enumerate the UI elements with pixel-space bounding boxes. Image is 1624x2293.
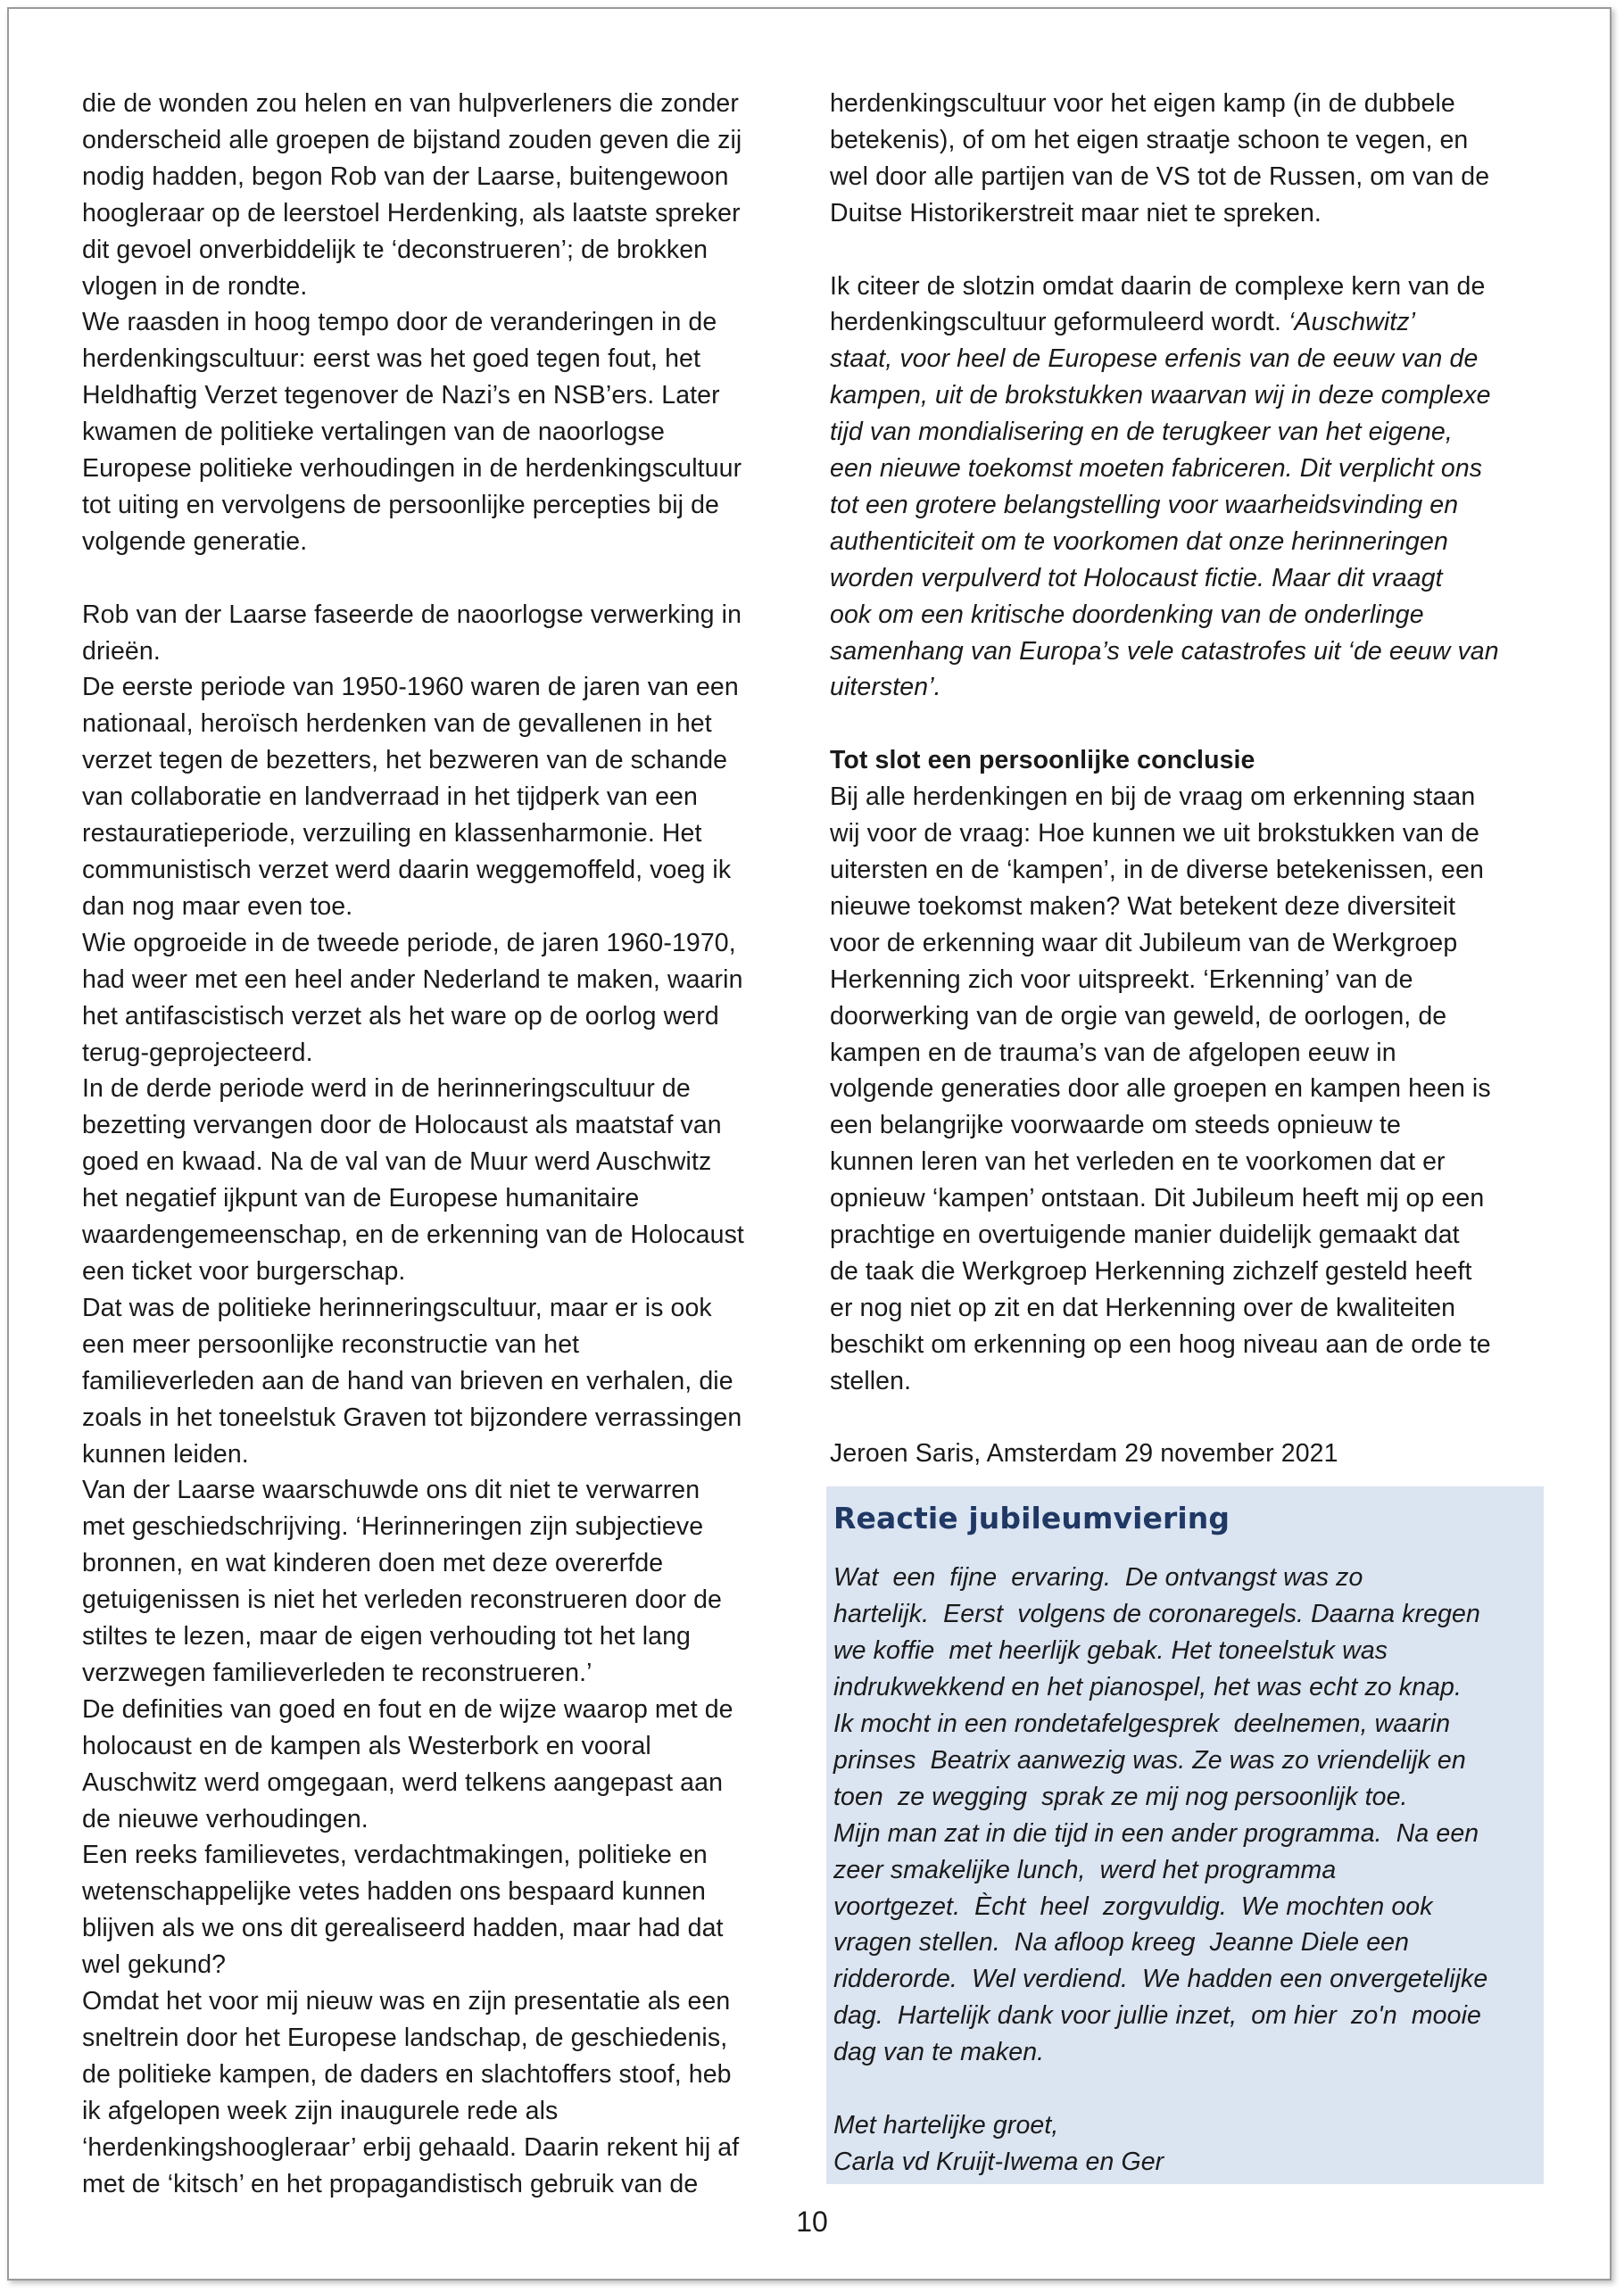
text-line: die de wonden zou helen en van hulpverleners die zonder <box>82 89 739 118</box>
reaction-title: Reactie jubileumviering <box>833 1501 1230 1536</box>
reaction-line: hartelijk. Eerst volgens de coronaregels. Daarna kregen <box>833 1600 1480 1629</box>
text-line: restauratieperiode, verzuiling en klassenharmonie. Het <box>82 819 702 848</box>
text-line: wel door alle partijen van de VS tot de Russen, om van de <box>830 161 1490 191</box>
text-line: bezetting vervangen door de Holocaust als maatstaf van <box>82 1111 722 1140</box>
reaction-line: we koffie met heerlijk gebak. Het toneelstuk was <box>833 1636 1388 1666</box>
text-line: kwamen de politieke vertalingen van de naoorlogse <box>82 418 665 447</box>
text-line: Een reeks familievetes, verdachtmakingen, politieke en <box>82 1841 708 1870</box>
text-line: stiltes te lezen, maar de eigen verhouding tot het lang <box>82 1622 692 1651</box>
text-line: herdenkingscultuur voor het eigen kamp (in de dubbele <box>830 89 1455 118</box>
text-line: de politieke kampen, de daders en slachtoffers stoof, heb <box>82 2059 732 2089</box>
reaction-line: prinses Beatrix aanwezig was. Ze was zo vriendelijk en <box>833 1745 1466 1775</box>
text-line: ‘herdenkingshoogleraar’ erbij gehaald. Daarin rekent hij af <box>82 2132 740 2162</box>
text-line: Van der Laarse waarschuwde ons dit niet te verwarren <box>82 1476 700 1505</box>
text-line: nationaal, heroïsch herdenken van de gevallenen in het <box>82 709 712 739</box>
quote-line: tot een grotere belangstelling voor waarheidsvinding en <box>830 490 1459 519</box>
text-line: dan nog maar even toe. <box>82 891 353 921</box>
text-line: een belangrijke voorwaarde om steeds opnieuw te <box>830 1111 1402 1140</box>
text-line: Europese politieke verhoudingen in de herdenkingscultuur <box>82 454 742 484</box>
text-line: betekenis), of om het eigen straatje schoon te vegen, en <box>830 125 1469 154</box>
reaction-box <box>826 1486 1544 2183</box>
text-line: Duitse Historikerstreit maar niet te spreken. <box>830 198 1322 228</box>
text-line: verzet tegen de bezetters, het bezweren van de schande <box>82 746 728 775</box>
reaction-line: indrukwekkend en het pianospel, het was echt zo knap. <box>833 1673 1462 1702</box>
text-line: opnieuw ‘kampen’ ontstaan. Dit Jubileum heeft mij op een <box>830 1184 1485 1213</box>
reaction-line: Wat een fijne ervaring. De ontvangst was zo <box>833 1563 1363 1593</box>
reaction-line: dag van te maken. <box>833 2038 1045 2067</box>
text-line: met geschiedschrijving. ‘Herinneringen zijn subjectieve <box>82 1512 704 1542</box>
text-line: er nog niet op zit en dat Herkenning over de kwaliteiten <box>830 1293 1456 1322</box>
quote-line: kampen, uit de brokstukken waarvan wij in deze complexe <box>830 381 1491 410</box>
quote-line: staat, voor heel de Europese erfenis van de eeuw van de <box>830 344 1479 374</box>
text-line <box>830 304 1544 341</box>
text-line: Herkenning zich voor uitspreekt. ‘Erkenning’ van de <box>830 964 1413 994</box>
paragraph-gap <box>830 232 1544 269</box>
quote-line: authenticiteit om te voorkomen dat onze herinneringen <box>830 526 1448 556</box>
quote-line: worden verpulverd tot Holocaust fictie. Maar dit vraagt <box>830 563 1443 592</box>
text-line: zoals in het toneelstuk Graven tot bijzondere verrassingen <box>82 1403 742 1432</box>
reaction-line: dag. Hartelijk dank voor jullie inzet, om hier zo'n mooie <box>833 2001 1481 2031</box>
text-line: dit gevoel onverbiddelijk te ‘deconstrueren’; de brokken <box>82 235 708 264</box>
text-line: herdenkingscultuur: eerst was het goed tegen fout, het <box>82 344 701 374</box>
text-line: de taak die Werkgroep Herkenning zichzelf gesteld heeft <box>830 1256 1472 1286</box>
text-line: onderscheid alle groepen de bijstand zouden geven die zij <box>82 125 742 154</box>
text-line: goed en kwaad. Na de val van de Muur werd Auschwitz <box>82 1147 712 1177</box>
text-line: kunnen leiden. <box>82 1439 249 1469</box>
text-line: blijven als we ons dit gerealiseerd hadden, maar had dat <box>82 1914 724 1943</box>
left-column <box>82 86 796 2203</box>
reaction-line: voortgezet. Ècht heel zorgvuldig. We mochten ook <box>833 1892 1433 1921</box>
text-line: We raasden in hoog tempo door de veranderingen in de <box>82 308 717 337</box>
text-line: holocaust en de kampen als Westerbork en vooral <box>82 1731 651 1760</box>
text-line: volgende generatie. <box>82 526 308 556</box>
text-line: bronnen, en wat kinderen doen met deze overerfde <box>82 1549 664 1578</box>
text-line: het negatief ijkpunt van de Europese humanitaire <box>82 1184 640 1213</box>
text-line: beschikt om erkenning op een hoog niveau aan de orde te <box>830 1329 1491 1359</box>
text-line: de nieuwe verhoudingen. <box>82 1804 369 1834</box>
text-line: stellen. <box>830 1366 912 1395</box>
citation-quote-start: ‘Auschwitz’ <box>1288 308 1416 337</box>
text-line: wij voor de vraag: Hoe kunnen we uit brokstukken van de <box>830 819 1479 848</box>
text-line: doorwerking van de orgie van geweld, de oorlogen, de <box>830 1001 1447 1031</box>
quote-line: ook om een kritische doordenking van de onderlinge <box>830 600 1424 629</box>
quote-line: tijd van mondialisering en de terugkeer van het eigene, <box>830 418 1453 447</box>
text-line: nieuwe toekomst maken? Wat betekent deze diversiteit <box>830 891 1456 921</box>
reaction-line: zeer smakelijke lunch, werd het programma <box>833 1855 1337 1884</box>
reaction-line: Mijn man zat in die tijd in een ander programma. Na een <box>833 1818 1479 1848</box>
text-line: van collaboratie en landverraad in het tijdperk van een <box>82 782 698 812</box>
reaction-line: toen ze wegging sprak ze mij nog persoonlijk toe. <box>833 1782 1408 1811</box>
text-line: verzwegen familieverleden te reconstrueren.’ <box>82 1658 592 1687</box>
text-line: De eerste periode van 1950-1960 waren de jaren van een <box>82 673 739 702</box>
text-line: In de derde periode werd in de herinneringscultuur de <box>82 1074 691 1104</box>
text-line: vlogen in de rondte. <box>82 271 308 301</box>
reaction-line: Ik mocht in een rondetafelgesprek deelnemen, waarin <box>833 1709 1451 1739</box>
right-column <box>830 86 1544 2184</box>
text-line: terug-geprojecteerd. <box>82 1038 313 1067</box>
text-line: uitersten en de ‘kampen’, in de diverse betekenissen, een <box>830 856 1484 884</box>
text-line: nodig hadden, begon Rob van der Laarse, buitengewoon <box>82 161 729 191</box>
text-line: Heldhaftig Verzet tegenover de Nazi’s en NSB’ers. Later <box>82 381 720 410</box>
text-line: sneltrein door het Europese landschap, de geschiedenis, <box>82 2024 728 2053</box>
text-line: waardengemeenschap, en de erkenning van de Holocaust <box>82 1221 744 1250</box>
text-line: Ik citeer de slotzin omdat daarin de complexe kern van de <box>830 271 1486 301</box>
text-line: het antifascistisch verzet als het ware op de oorlog werd <box>82 1001 719 1031</box>
text-line: tot uiting en vervolgens de persoonlijke percepties bij de <box>82 490 719 519</box>
text-line: voor de erkenning waar dit Jubileum van de Werkgroep <box>830 928 1458 957</box>
text-line: met de ‘kitsch’ en het propagandistisch gebruik van de <box>82 2169 699 2198</box>
text-line: een ticket voor burgerschap. <box>82 1256 406 1286</box>
text-line: ik afgelopen week zijn inaugurele rede als <box>82 2096 559 2125</box>
text-line: prachtige en overtuigende manier duidelijk gemaakt dat <box>830 1221 1460 1250</box>
text-line: Dat was de politieke herinneringscultuur, maar er is ook <box>82 1293 712 1322</box>
text-line: hoogleraar op de leerstoel Herdenking, als laatste spreker <box>82 198 741 228</box>
text-line: kampen en de trauma’s van de afgelopen eeuw in <box>830 1038 1396 1067</box>
text-line: volgende generaties door alle groepen en kampen heen is <box>830 1074 1491 1104</box>
text-line: had weer met een heel ander Nederland te maken, waarin <box>82 964 743 994</box>
text-line: kunnen leren van het verleden en te voorkomen dat er <box>830 1147 1446 1177</box>
text-line: Auschwitz werd omgegaan, werd telkens aangepast aan <box>82 1767 724 1797</box>
quote-line: uitersten’. <box>830 673 941 702</box>
text-line: Rob van der Laarse faseerde de naoorlogse verwerking in <box>82 600 742 629</box>
page-number: 10 <box>796 2206 828 2238</box>
quote-line: samenhang van Europa’s vele catastrofes uit ‘de eeuw van <box>830 636 1499 666</box>
text-line: wetenschappelijke vetes hadden ons bespaard kunnen <box>82 1877 707 1907</box>
quote-line: een nieuwe toekomst moeten fabriceren. Dit verplicht ons <box>830 454 1483 484</box>
reaction-line: vragen stellen. Na afloop kreeg Jeanne Diele een <box>833 1928 1410 1958</box>
paragraph-gap <box>82 560 796 597</box>
signature: Jeroen Saris, Amsterdam 29 november 2021 <box>830 1439 1338 1469</box>
paragraph-gap <box>830 1400 1544 1436</box>
text-line: familieverleden aan de hand van brieven en verhalen, die <box>82 1366 733 1395</box>
reaction-line: ridderorde. Wel verdiend. We hadden een onvergetelijke <box>833 1965 1488 1994</box>
section-heading: Tot slot een persoonlijke conclusie <box>830 746 1255 775</box>
paragraph-gap <box>830 706 1544 742</box>
paragraph-gap <box>833 2071 1544 2107</box>
citation-intro-tail: herdenkingscultuur geformuleerd wordt. <box>830 308 1289 337</box>
text-line: getuigenissen is niet het verleden reconstrueren door de <box>82 1585 722 1615</box>
text-line: Bij alle herdenkingen en bij de vraag om erkenning staan <box>830 782 1476 812</box>
text-line: een meer persoonlijke reconstructie van het <box>82 1329 580 1359</box>
text-line: wel gekund? <box>82 1950 227 1980</box>
text-line: Omdat het voor mij nieuw was en zijn presentatie als een <box>82 1987 731 2016</box>
reaction-names: Carla vd Kruijt-Iwema en Ger <box>833 2147 1164 2176</box>
text-line: drieën. <box>82 636 161 666</box>
text-line: De definities van goed en fout en de wijze waarop met de <box>82 1694 733 1724</box>
reaction-closing: Met hartelijke groet, <box>833 2110 1059 2140</box>
text-line: communistisch verzet werd daarin weggemoffeld, voeg ik <box>82 856 732 885</box>
text-line: Wie opgroeide in de tweede periode, de jaren 1960-1970, <box>82 928 736 957</box>
